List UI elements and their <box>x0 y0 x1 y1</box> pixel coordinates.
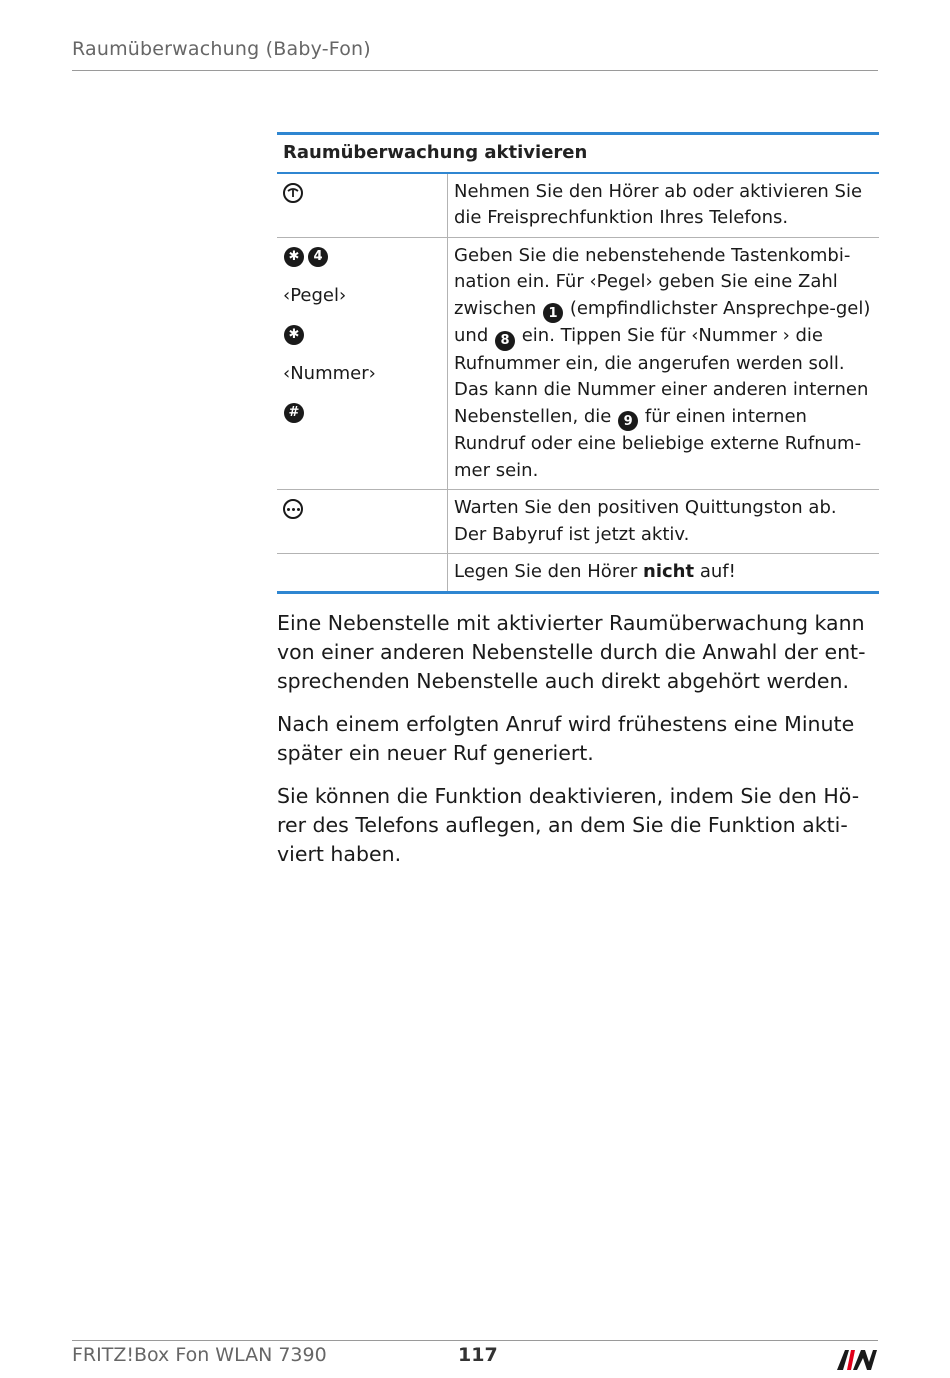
key-cell-empty <box>277 554 448 593</box>
pegel-placeholder: ‹Pegel› <box>283 284 347 306</box>
instruction-text: Warten Sie den positiven Quittungston ab. Der Babyruf ist jetzt aktiv. <box>448 490 880 554</box>
digit-8-key-icon: 8 <box>495 331 515 351</box>
table-row <box>277 490 879 554</box>
text-segment: für einen internen Rundruf oder eine beliebige externe Rufnum-mer sein. <box>454 405 862 481</box>
text-segment: auf! <box>694 561 736 582</box>
footer-product-name: FRITZ!Box Fon WLAN 7390 <box>72 1344 327 1366</box>
footer-divider <box>72 1340 878 1341</box>
nummer-placeholder: ‹Nummer› <box>283 362 376 384</box>
text-segment: Legen Sie den Hörer <box>454 561 644 582</box>
key-cell <box>277 173 448 238</box>
instruction-text: Nehmen Sie den Hörer ab oder aktivieren Sie die Freisprechfunktion Ihres Telefons. <box>448 173 880 238</box>
emphasis-text: nicht <box>643 561 695 582</box>
key-cell <box>277 490 448 554</box>
handset-off-hook-icon <box>283 183 303 203</box>
text-segment: ein. Tippen Sie für ‹Nummer › die Rufnummer ein, die angerufen werden soll. Das kann die Nummer einer anderen internen Nebenstellen, die <box>454 325 869 427</box>
star-key-icon: ✱ <box>284 247 304 267</box>
page-number: 117 <box>458 1344 498 1366</box>
text-segment: Geben Sie die nebenstehende Tastenkombi-nation ein. Für ‹Pegel› geben Sie eine Zahl zwischen <box>454 244 851 319</box>
body-paragraph: Sie können die Funktion deaktivieren, indem Sie den Hö-rer des Telefons auflegen, an dem Sie die Funktion akti-viert haben. <box>277 783 860 866</box>
key-cell <box>277 237 448 490</box>
digit-4-key-icon: 4 <box>308 247 328 267</box>
digit-1-key-icon: 1 <box>543 303 563 323</box>
confirmation-tone-icon <box>283 499 303 519</box>
avm-logo <box>835 1346 879 1372</box>
header-divider <box>72 70 878 71</box>
body-paragraph: Eine Nebenstelle mit aktivierter Raumüberwachung kann von einer anderen Nebenstelle durch die Anwahl der ent-sprechenden Nebenstelle auch direkt abgehört werden. <box>277 610 866 693</box>
table-title: Raumüberwachung aktivieren <box>277 134 879 173</box>
table-row <box>277 237 879 490</box>
hash-key-icon: # <box>284 403 304 423</box>
running-head-title: Raumüberwachung (Baby-Fon) <box>72 38 371 60</box>
digit-9-key-icon: 9 <box>618 411 638 431</box>
page-content <box>277 132 879 869</box>
text-segment: (empfindlichster Ansprechpe-gel) und <box>454 297 871 346</box>
body-paragraph: Nach einem erfolgten Anruf wird frühestens eine Minute später ein neuer Ruf generiert. <box>277 711 855 765</box>
instruction-text <box>448 237 880 490</box>
table-row <box>277 554 879 593</box>
instruction-table <box>277 132 879 594</box>
instruction-text <box>448 554 880 593</box>
table-row <box>277 173 879 238</box>
star-key-icon: ✱ <box>284 325 304 345</box>
